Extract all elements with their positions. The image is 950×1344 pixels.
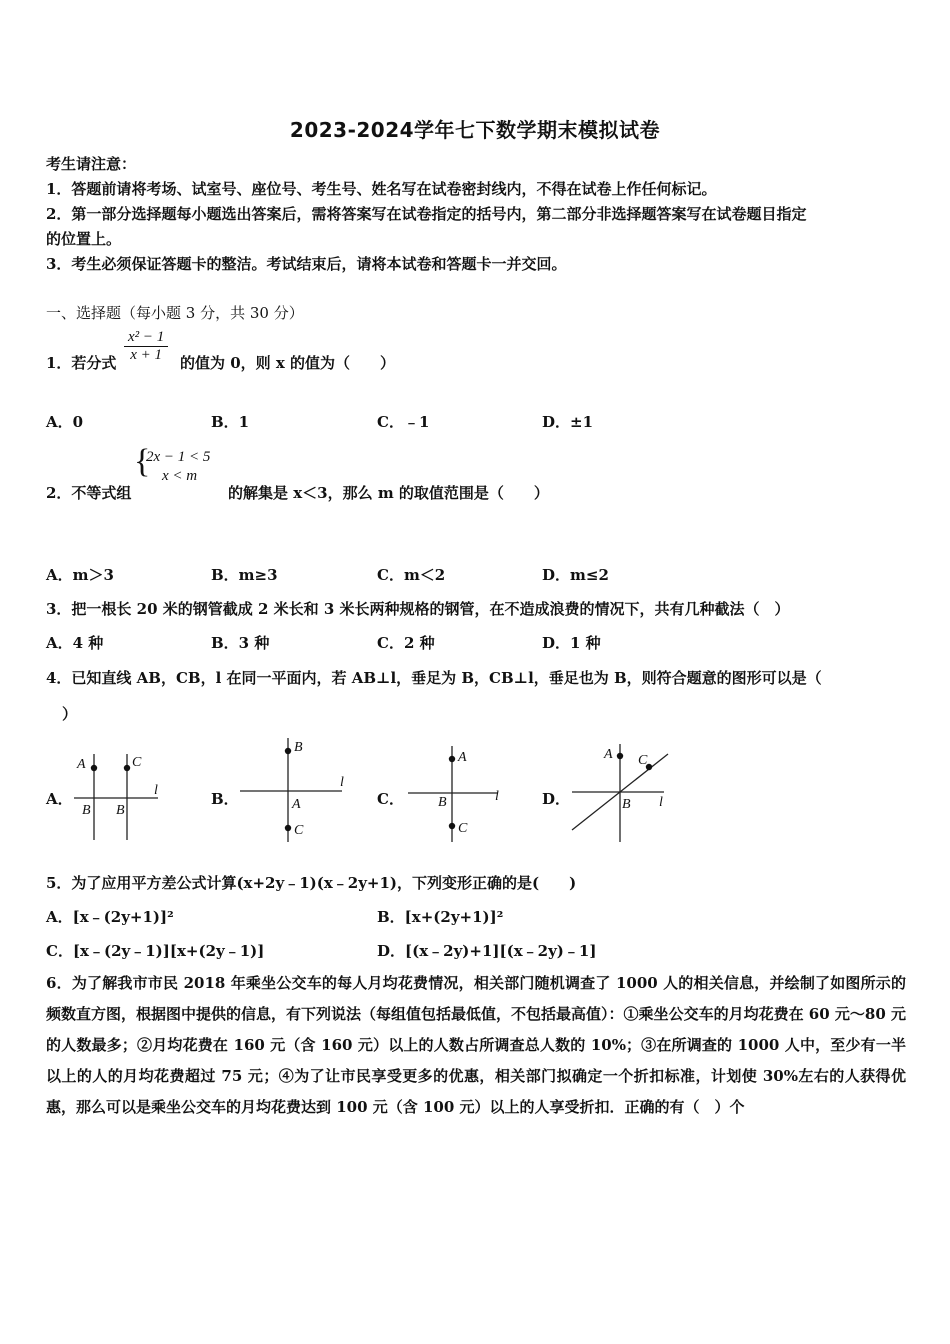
q4-option-d[interactable]: D．: [542, 790, 571, 808]
q2-option-d[interactable]: D．m≤2: [542, 566, 609, 584]
q3-option-d[interactable]: D．1 种: [542, 634, 601, 652]
notice-item-3: 3．考生必须保证答题卡的整洁。考试结束后，请将本试卷和答题卡一并交回。: [46, 255, 567, 273]
fig-a-point-a: [91, 765, 97, 771]
q2-option-b[interactable]: B．m≥3: [211, 566, 278, 584]
q2-prefix: 2．不等式组: [46, 484, 132, 502]
fig-c-point-c: [449, 823, 455, 829]
q2-option-c[interactable]: C．m＜2: [377, 566, 446, 584]
q2-sys-line-1: 2x − 1 < 5: [146, 449, 211, 465]
fig-d-label-b: B: [622, 797, 631, 812]
fig-d-label-c: C: [638, 753, 648, 768]
q1-option-d[interactable]: D．±1: [542, 413, 594, 431]
fig-a-label-b1: B: [82, 803, 91, 818]
q1-fraction-numerator: x² − 1: [124, 329, 168, 347]
fig-a-label-a: A: [77, 757, 86, 772]
notice-heading: 考生请注意：: [46, 155, 137, 173]
q4-figure-a: [70, 748, 162, 844]
q1-suffix: 的值为 0，则 x 的值为（ ）: [180, 354, 396, 372]
fig-d-label-l: l: [659, 795, 663, 810]
notice-item-2-cont: 的位置上。: [46, 230, 122, 248]
q1-fraction: [124, 329, 168, 364]
fig-a-label-l: l: [154, 783, 158, 798]
fig-d-point-a: [617, 753, 623, 759]
q3-option-c[interactable]: C．2 种: [377, 634, 435, 652]
notice-item-1: 1．答题前请将考场、试室号、座位号、考生号、姓名写在试卷密封线内，不得在试卷上作任何标记。: [46, 180, 717, 198]
notice-item-2: 2．第一部分选择题每小题选出答案后，需将答案写在试卷指定的括号内，第二部分非选择题答案写在试卷题目指定: [46, 205, 807, 223]
q2-option-a[interactable]: A．m＞3: [46, 566, 114, 584]
section-heading: 一、选择题（每小题 3 分，共 30 分）: [46, 304, 304, 322]
q4-option-c[interactable]: C．: [377, 790, 404, 808]
q4-figure-b: [236, 734, 348, 846]
fig-a-label-b2: B: [116, 803, 125, 818]
fig-c-point-a: [449, 756, 455, 762]
q4-option-b[interactable]: B．: [211, 790, 239, 808]
q4-text: 4．已知直线 AB，CB，l 在同一平面内，若 AB⊥l，垂足为 B，CB⊥l，垂足也为 B，则符合题意的图形可以是（: [46, 669, 822, 687]
q4-figure-d: [568, 740, 672, 844]
q2-sys-line-2: x < m: [162, 468, 198, 484]
q3-option-b[interactable]: B．3 种: [211, 634, 270, 652]
q4-figure-c: [404, 742, 504, 846]
q1-option-a[interactable]: A．0: [46, 413, 84, 431]
fig-b-point-b: [285, 748, 291, 754]
q4-text-cont: ）: [62, 705, 78, 723]
fig-b-label-a: A: [292, 797, 301, 812]
fig-c-label-l: l: [495, 789, 499, 804]
q1-fraction-denominator: x + 1: [130, 347, 163, 363]
q2-brace-icon: {: [134, 443, 151, 480]
q3-option-a[interactable]: A．4 种: [46, 634, 104, 652]
q5-option-c[interactable]: C．[x﹣(2y﹣1)][x+(2y﹣1)]: [46, 942, 265, 960]
q1-option-c[interactable]: C．﹣1: [377, 413, 430, 431]
q5-text: 5．为了应用平方差公式计算(x+2y﹣1)(x﹣2y+1)，下列变形正确的是( ): [46, 874, 577, 892]
fig-c-label-b: B: [438, 795, 447, 810]
fig-c-label-a: A: [458, 750, 467, 765]
q1-option-b[interactable]: B．1: [211, 413, 250, 431]
q2-inequality-system: [134, 443, 211, 486]
q4-option-a[interactable]: A．: [46, 790, 73, 808]
q6-text: 6．为了解我市市民 2018 年乘坐公交车的每人月均花费情况，相关部门随机调查了 1000 人的相关信息，并绘制了如图所示的频数直方图，根据图中提供的信息，有下列说法（每组值包括最低值，不包括最高值）：①乘坐公交车的月均花费在 60 元～80 元的人数最多；②月均花费在 160 元（含 160 元）以上的人数占所调查总人数的 10%；③在所调查的 1000 人中，至少有一半以上的人的月均花费超过 75 元；④为了让市民享受更多的优惠，相关部门拟确定一个折扣标准，计划使 30%左右的人获得优惠，那么可以是乘坐公交车的月均花费达到 100 元（含 100 元）以上的人享受折扣．正确的有（ ）个: [46, 974, 906, 1116]
fig-a-label-c: C: [132, 755, 142, 770]
fig-a-point-c: [124, 765, 130, 771]
q5-option-b[interactable]: B．[x+(2y+1)]²: [377, 908, 504, 926]
fig-c-label-c: C: [458, 821, 468, 836]
q5-option-a[interactable]: A．[x﹣(2y+1)]²: [46, 908, 174, 926]
fig-b-point-c: [285, 825, 291, 831]
q5-option-d[interactable]: D．[(x﹣2y)+1][(x﹣2y)﹣1]: [377, 942, 597, 960]
q3-text: 3．把一根长 20 米的钢管截成 2 米长和 3 米长两种规格的钢管，在不造成浪费的情况下，共有几种截法（ ）: [46, 600, 790, 618]
fig-b-label-l: l: [340, 775, 344, 790]
fig-d-label-a: A: [604, 747, 613, 762]
fig-b-label-b: B: [294, 740, 303, 755]
q1-prefix: 1．若分式: [46, 354, 117, 372]
q2-suffix: 的解集是 x＜3，那么 m 的取值范围是（ ）: [228, 484, 549, 502]
fig-b-label-c: C: [294, 823, 304, 838]
page-title: 2023-2024学年七下数学期末模拟试卷: [289, 118, 661, 142]
